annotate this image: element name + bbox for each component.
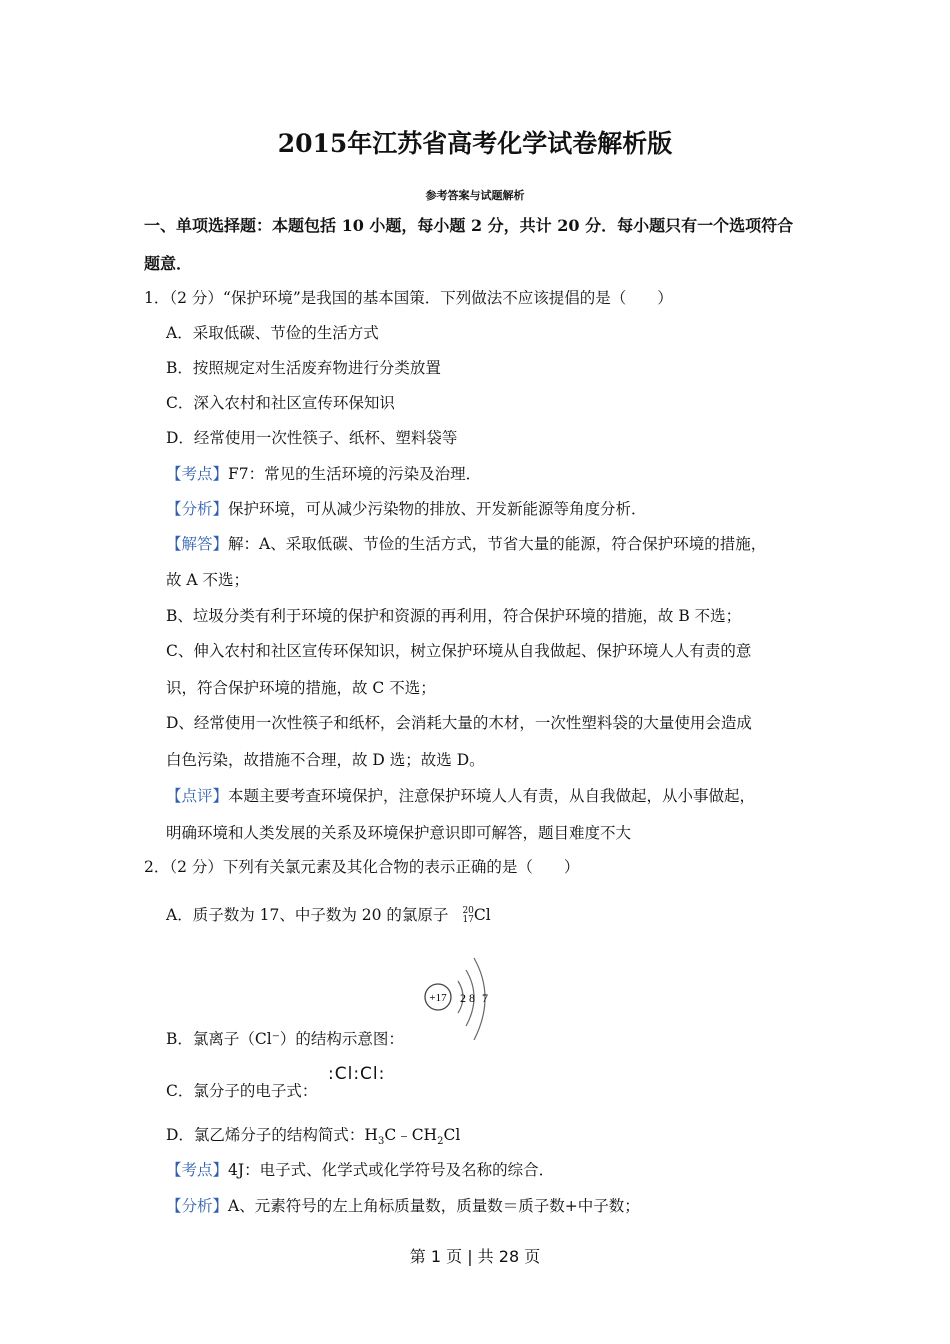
nucleus-charge: +17	[429, 992, 447, 1004]
electron-formula: :Cl:Cl:	[328, 1064, 386, 1084]
fenxi-tag: 【分析】	[166, 1197, 229, 1215]
q1-jieda	[166, 534, 766, 554]
fenxi-text: A、元素符号的左上角标质量数，质量数＝质子数+中子数；	[228, 1197, 640, 1215]
formula-part: C﹣CH	[384, 1126, 438, 1144]
element-symbol: Cl	[473, 906, 491, 924]
document-title: 2015年江苏省高考化学试卷解析版	[277, 129, 673, 158]
isotope-notation	[462, 907, 473, 925]
kaodian-tag: 【考点】	[166, 465, 229, 483]
formula-part: D．氯乙烯分子的结构简式：H	[166, 1126, 378, 1144]
document-subtitle: 参考答案与试题解析	[425, 189, 525, 202]
kaodian-text: F7：常见的生活环境的污染及治理．	[228, 465, 482, 483]
q2-fenxi	[166, 1196, 640, 1216]
section-heading: 一、单项选择题：本题包括 10 小题，每小题 2 分，共计 20 分．每小题只有一个选项符合	[144, 216, 794, 235]
question-2-stem: 2．（2 分）下列有关氯元素及其化合物的表示正确的是（ ）	[144, 858, 580, 876]
q1-dianping	[166, 786, 755, 806]
kaodian-text: 4J：电子式、化学式或化学符号及名称的综合．	[228, 1161, 555, 1179]
mass-number: 20	[462, 906, 474, 916]
jieda-tag: 【解答】	[166, 535, 229, 553]
q2-option-b: B．氯离子（Cl⁻）的结构示意图：	[166, 1030, 404, 1048]
jieda-line: 故 A 不选；	[166, 571, 250, 589]
jieda-line: C、伸入农村和社区宣传环保知识，树立保护环境从自我做起、保护环境人人有责的意	[166, 642, 752, 660]
option-a-text: A．质子数为 17、中子数为 20 的氯原子	[166, 906, 449, 924]
subscript: 2	[437, 1136, 444, 1148]
q1-kaodian	[166, 464, 481, 484]
shell-2: 8	[469, 991, 475, 1005]
dianping-tag: 【点评】	[166, 787, 229, 805]
q1-option-c: C．深入农村和社区宣传环保知识	[166, 394, 395, 412]
q1-option-d: D．经常使用一次性筷子、纸杯、塑料袋等	[166, 429, 458, 447]
q2-kaodian	[166, 1160, 554, 1180]
formula-part: Cl	[443, 1126, 461, 1144]
q2-option-a	[166, 905, 491, 925]
jieda-line: B、垃圾分类有利于环境的保护和资源的再利用，符合保护环境的措施，故 B 不选；	[166, 607, 742, 625]
shell-3: 7	[482, 991, 488, 1005]
fenxi-tag: 【分析】	[166, 500, 229, 518]
shell-1: 2	[460, 991, 466, 1005]
dianping-text: 本题主要考查环境保护，注意保护环境人人有责，从自我做起，从小事做起，	[228, 787, 756, 805]
page-footer: 第 1 页 | 共 28 页	[409, 1247, 541, 1266]
chlorine-structure-diagram	[420, 948, 500, 1048]
atomic-number: 17	[462, 915, 474, 925]
q2-option-c: C．氯分子的电子式：	[166, 1082, 318, 1100]
q1-fenxi	[166, 499, 647, 519]
fenxi-text: 保护环境，可从减少污染物的排放、开发新能源等角度分析．	[228, 500, 647, 518]
jieda-text: 解：A、采取低碳、节俭的生活方式，节省大量的能源，符合保护环境的措施，	[228, 535, 767, 553]
dianping-line: 明确环境和人类发展的关系及环境保护意识即可解答，题目难度不大	[166, 824, 632, 842]
jieda-line: 白色污染，故措施不合理，故 D 选；故选 D。	[166, 751, 485, 769]
q2-option-d	[166, 1125, 460, 1152]
subscript: 3	[377, 1136, 385, 1148]
jieda-line: 识，符合保护环境的措施，故 C 不选；	[166, 679, 436, 697]
jieda-line: D、经常使用一次性筷子和纸杯，会消耗大量的木材，一次性塑料袋的大量使用会造成	[166, 714, 752, 732]
question-1-stem: 1．（2 分）“保护环境”是我国的基本国策．下列做法不应该提倡的是（ ）	[144, 289, 673, 307]
q1-option-a: A．采取低碳、节俭的生活方式	[166, 324, 379, 342]
kaodian-tag: 【考点】	[166, 1161, 229, 1179]
section-heading-cont: 题意．	[144, 254, 193, 273]
q1-option-b: B．按照规定对生活废弃物进行分类放置	[166, 359, 441, 377]
